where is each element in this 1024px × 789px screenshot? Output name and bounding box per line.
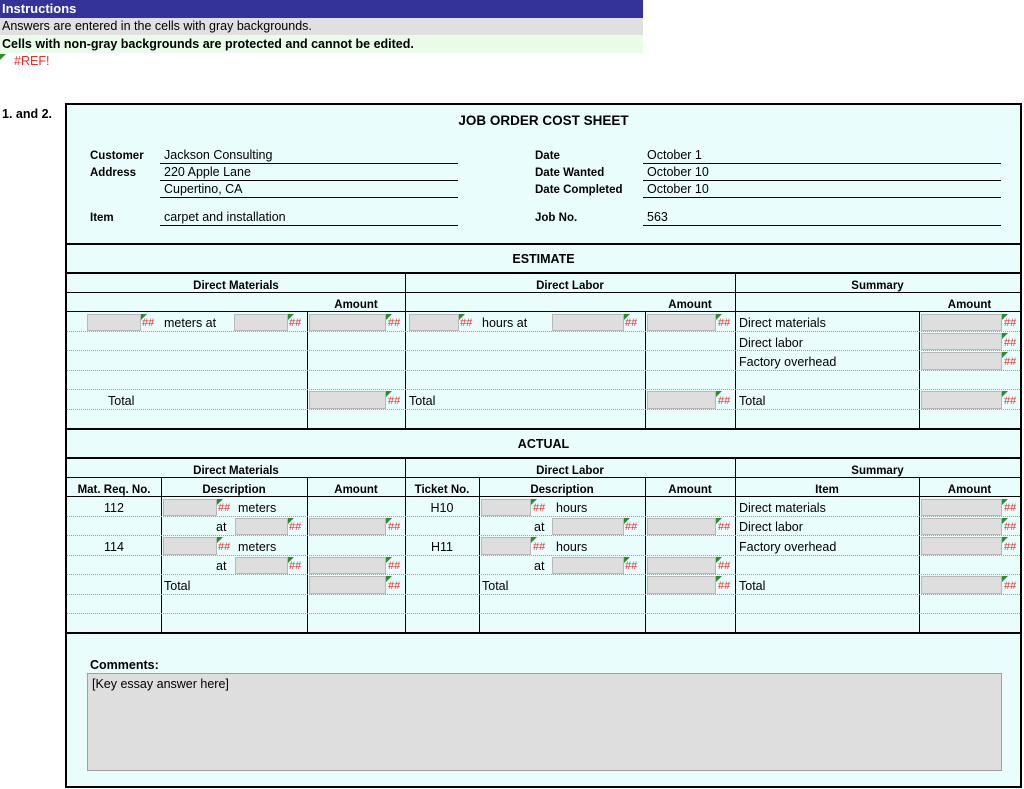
actual-dm-header: Direct Materials xyxy=(193,465,279,477)
act-at-2: at xyxy=(534,520,545,534)
sheet-title: JOB ORDER COST SHEET xyxy=(458,113,629,128)
actual-subheader-line xyxy=(67,477,1020,478)
cell-comment-marker-icon xyxy=(0,54,6,60)
act-dm-qty-2-input[interactable] xyxy=(163,537,217,555)
act-dm-amount-2-hash: ## xyxy=(388,560,401,572)
estimate-dm-header: Direct Materials xyxy=(193,280,279,292)
act-dm-rate-1-input[interactable] xyxy=(235,518,288,535)
actual-top-border xyxy=(67,428,1020,430)
customer-label: Customer xyxy=(90,150,144,162)
act-dl-rate-1-hash: ## xyxy=(625,521,638,533)
grid-row-line xyxy=(67,555,1020,556)
address-underline-2 xyxy=(160,197,458,198)
act-dm-amount-2-input[interactable] xyxy=(309,557,386,574)
act-dm-amount-1-hash: ## xyxy=(388,521,401,533)
est-summary-total-label: Total xyxy=(739,394,766,408)
act-at-3: at xyxy=(216,559,227,573)
estimate-title: ESTIMATE xyxy=(512,252,575,266)
act-dm-qty-2-hash: ## xyxy=(218,541,231,553)
est-sum-dl-input[interactable] xyxy=(921,333,1002,350)
act-dl-hours-1-input[interactable] xyxy=(481,499,531,516)
act-meters-2: meters xyxy=(238,540,277,554)
est-dl-hours-hash: ## xyxy=(460,317,473,329)
est-dm-amount-input[interactable] xyxy=(309,314,386,331)
col-dl-amount: Amount xyxy=(668,484,712,496)
act-hours-1: hours xyxy=(556,501,588,515)
act-dl-total-hash: ## xyxy=(718,580,731,592)
date-wanted-label: Date Wanted xyxy=(535,167,605,179)
estimate-subheader-line xyxy=(67,292,1020,293)
ref-error-cell[interactable]: #REF! xyxy=(14,54,50,68)
grid-row-line xyxy=(67,389,1020,390)
est-dl-amount-input[interactable] xyxy=(647,314,716,331)
date-completed-underline xyxy=(643,197,1001,198)
actual-title: ACTUAL xyxy=(517,437,570,451)
estimate-divider-2 xyxy=(735,273,736,429)
act-sum-foh-input[interactable] xyxy=(921,537,1002,555)
grid-row-line xyxy=(67,370,1020,371)
date-completed-value[interactable]: October 10 xyxy=(647,182,709,196)
estimate-dl-header: Direct Labor xyxy=(536,280,604,292)
est-sum-dm-hash: ## xyxy=(1004,317,1017,329)
est-summary-direct-materials: Direct materials xyxy=(739,316,826,330)
est-dl-amount-hash: ## xyxy=(718,317,731,329)
act-summary-factory-overhead: Factory overhead xyxy=(739,540,837,554)
col-dl-description: Description xyxy=(530,484,594,496)
act-dl-amount-1-input[interactable] xyxy=(647,518,716,535)
col-summary-item: Item xyxy=(815,484,839,496)
job-order-cost-sheet xyxy=(65,103,1022,788)
act-meters-1: meters xyxy=(238,501,277,515)
grid-row-line xyxy=(67,331,1020,332)
est-hours-at-label: hours at xyxy=(482,316,528,330)
est-summary-direct-labor: Direct labor xyxy=(739,336,803,350)
comments-top-border xyxy=(67,632,1020,634)
mat-req-114: 114 xyxy=(104,540,124,554)
act-dm-amount-1-input[interactable] xyxy=(309,518,386,535)
act-dl-rate-1-input[interactable] xyxy=(552,518,624,535)
part-label: 1. and 2. xyxy=(2,107,53,121)
act-sum-dl-hash: ## xyxy=(1004,521,1017,533)
act-dm-rate-2-hash: ## xyxy=(289,560,302,572)
customer-value[interactable]: Jackson Consulting xyxy=(164,148,273,162)
date-completed-label: Date Completed xyxy=(535,184,623,196)
grid-row-line xyxy=(67,613,1020,614)
comments-textarea[interactable]: [Key essay answer here] xyxy=(87,673,1002,771)
est-dm-rate-hash: ## xyxy=(289,317,302,329)
act-sum-total-input[interactable] xyxy=(921,576,1002,594)
col-ticket-no: Ticket No. xyxy=(414,484,470,496)
act-dm-total-input[interactable] xyxy=(309,576,386,594)
actual-column-header-line xyxy=(67,496,1020,497)
item-value[interactable]: carpet and installation xyxy=(164,210,286,224)
est-dl-total-hash: ## xyxy=(718,395,731,407)
act-dl-hours-1-hash: ## xyxy=(533,502,546,514)
date-wanted-value[interactable]: October 10 xyxy=(647,165,709,179)
address-line-2[interactable]: Cupertino, CA xyxy=(164,182,243,196)
col-mat-req-no: Mat. Req. No. xyxy=(77,484,151,496)
act-at-4: at xyxy=(534,559,545,573)
date-wanted-underline xyxy=(643,180,1001,181)
act-summary-direct-labor: Direct labor xyxy=(739,520,803,534)
est-sum-total-input[interactable] xyxy=(921,391,1002,409)
act-sum-dm-input[interactable] xyxy=(921,499,1002,516)
est-sum-total-hash: ## xyxy=(1004,395,1017,407)
est-summary-factory-overhead: Factory overhead xyxy=(739,355,837,369)
est-dm-rate-input[interactable] xyxy=(234,314,288,331)
grid-row-line xyxy=(67,409,1020,410)
act-summary-direct-materials: Direct materials xyxy=(739,501,826,515)
est-dl-total-label: Total xyxy=(409,394,436,408)
date-label: Date xyxy=(535,150,560,162)
est-meters-at-label: meters at xyxy=(164,316,217,330)
est-sum-foh-hash: ## xyxy=(1004,356,1017,368)
estimate-divider-1 xyxy=(405,273,406,429)
instructions-title: Instructions xyxy=(0,0,643,18)
act-summary-total-label: Total xyxy=(739,579,766,593)
act-dl-amount-2-hash: ## xyxy=(718,560,731,572)
estimate-dl-amount-header: Amount xyxy=(668,299,712,311)
date-value[interactable]: October 1 xyxy=(647,148,702,162)
act-dl-total-label: Total xyxy=(482,579,509,593)
mat-req-112: 112 xyxy=(104,501,124,515)
est-sum-foh-input[interactable] xyxy=(921,352,1002,370)
grid-row-line xyxy=(67,516,1020,517)
comments-label: Comments: xyxy=(90,658,159,672)
grid-row-line xyxy=(67,350,1020,351)
act-sum-dl-input[interactable] xyxy=(921,518,1002,535)
ticket-h10: H10 xyxy=(430,501,454,515)
act-sum-foh-hash: ## xyxy=(1004,541,1017,553)
act-at-1: at xyxy=(216,520,227,534)
act-dm-rate-2-input[interactable] xyxy=(235,557,288,574)
address-underline-1 xyxy=(160,180,458,181)
address-line-1[interactable]: 220 Apple Lane xyxy=(164,165,251,179)
actual-title-bottom xyxy=(67,457,1020,459)
est-dl-hours-input[interactable] xyxy=(409,314,459,331)
estimate-summary-header: Summary xyxy=(851,280,904,292)
grid-row-line xyxy=(67,574,1020,575)
job-no-value[interactable]: 563 xyxy=(647,210,668,224)
estimate-column-header-line xyxy=(67,311,1020,312)
est-dm-total-input[interactable] xyxy=(309,391,386,409)
est-dm-total-label: Total xyxy=(108,394,135,408)
act-dm-qty-1-hash: ## xyxy=(218,502,231,514)
estimate-title-bottom xyxy=(67,272,1020,274)
actual-summary-header: Summary xyxy=(851,465,904,477)
item-underline xyxy=(160,225,458,226)
col-summary-amount: Amount xyxy=(947,484,992,496)
date-underline xyxy=(643,163,1001,164)
customer-underline xyxy=(160,163,458,164)
grid-row-line xyxy=(67,535,1020,536)
est-dm-quantity-input[interactable] xyxy=(87,314,141,331)
est-dm-total-hash: ## xyxy=(388,395,401,407)
estimate-top-border xyxy=(67,243,1020,245)
act-dm-rate-1-hash: ## xyxy=(289,521,302,533)
act-sum-dm-hash: ## xyxy=(1004,502,1017,514)
ticket-h11: H11 xyxy=(430,540,453,554)
estimate-summary-amount-header: Amount xyxy=(947,299,992,311)
act-sum-total-hash: ## xyxy=(1004,580,1017,592)
actual-dl-header: Direct Labor xyxy=(536,465,604,477)
est-sum-dm-input[interactable] xyxy=(921,314,1002,331)
act-dl-hours-2-hash: ## xyxy=(533,541,546,553)
instructions-line-2: Cells with non-gray backgrounds are protected and cannot be edited. xyxy=(0,35,643,53)
est-dm-amount-hash: ## xyxy=(388,317,401,329)
item-label: Item xyxy=(90,212,114,224)
est-dl-rate-input[interactable] xyxy=(552,314,624,331)
act-dm-total-hash: ## xyxy=(388,580,401,592)
estimate-dm-amount-header: Amount xyxy=(334,299,378,311)
act-dl-amount-2-input[interactable] xyxy=(647,557,716,574)
act-dl-total-input[interactable] xyxy=(647,576,716,594)
col-dm-description: Description xyxy=(202,484,266,496)
est-dl-rate-hash: ## xyxy=(625,317,638,329)
col-dm-amount: Amount xyxy=(334,484,378,496)
act-dl-amount-1-hash: ## xyxy=(718,521,731,533)
act-dl-rate-2-input[interactable] xyxy=(552,557,624,574)
est-sum-dl-hash: ## xyxy=(1004,337,1017,349)
instructions-line-1: Answers are entered in the cells with gray backgrounds. xyxy=(0,18,643,35)
job-no-underline xyxy=(643,225,1001,226)
act-dm-total-label: Total xyxy=(164,579,191,593)
job-no-label: Job No. xyxy=(535,212,578,224)
grid-row-line xyxy=(67,594,1020,595)
act-hours-2: hours xyxy=(556,540,588,554)
est-dm-quantity-hash: ## xyxy=(142,317,155,329)
act-dm-qty-1-input[interactable] xyxy=(163,499,217,516)
address-label: Address xyxy=(90,167,137,179)
est-dl-total-input[interactable] xyxy=(647,391,716,409)
act-dl-hours-2-input[interactable] xyxy=(481,537,531,555)
act-dl-rate-2-hash: ## xyxy=(625,560,638,572)
